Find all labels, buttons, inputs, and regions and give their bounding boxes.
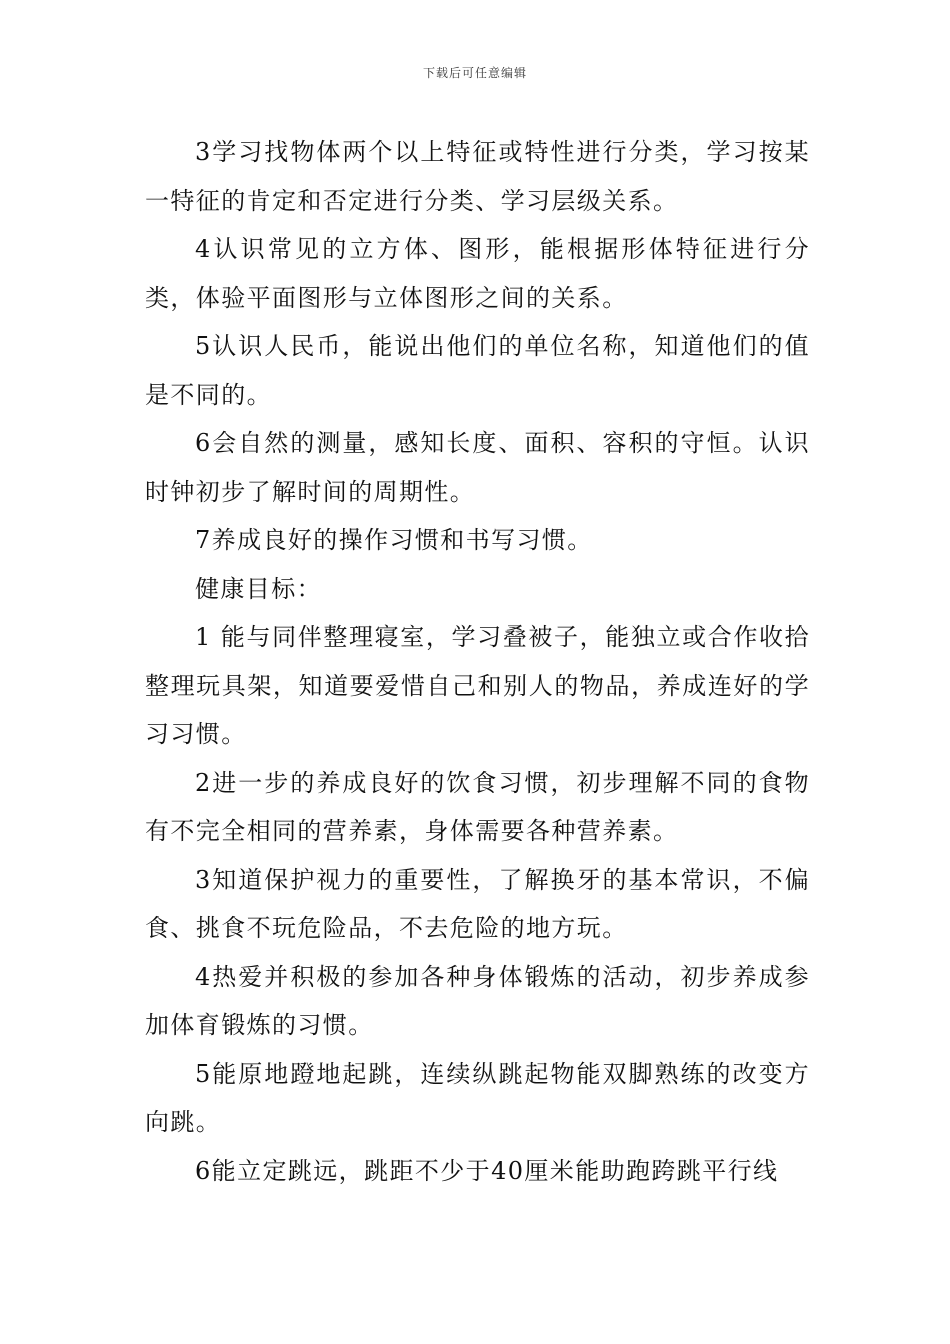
document-body: [145, 128, 810, 1195]
paragraph-math-goal-4: 4认识常见的立方体、图形，能根据形体特征进行分类，体验平面图形与立体图形之间的关系。: [145, 235, 810, 312]
paragraph-health-goal-1: 1 能与同伴整理寝室，学习叠被子，能独立或合作收拾整理玩具架，知道要爱惜自己和别人的物品，养成连好的学习习惯。: [145, 623, 810, 748]
paragraph-health-goal-3: 3知道保护视力的重要性，了解换牙的基本常识，不偏食、挑食不玩危险品，不去危险的地方玩。: [145, 865, 810, 942]
paragraph-math-goal-6: 6会自然的测量，感知长度、面积、容积的守恒。认识时钟初步了解时间的周期性。: [145, 429, 810, 506]
section-heading-health-goals: 健康目标：: [195, 574, 322, 603]
paragraph-math-goal-7: 7养成良好的操作习惯和书写习惯。: [195, 526, 593, 554]
paragraph-health-goal-2: 2进一步的养成良好的饮食习惯，初步理解不同的食物有不完全相同的营养素，身体需要各种营养素。: [145, 768, 810, 845]
paragraph-math-goal-5: 5认识人民币，能说出他们的单位名称，知道他们的值是不同的。: [145, 332, 810, 409]
paragraph-health-goal-5: 5能原地蹬地起跳，连续纵跳起物能双脚熟练的改变方向跳。: [145, 1059, 810, 1136]
paragraph-math-goal-3: 3学习找物体两个以上特征或特性进行分类，学习按某一特征的肯定和否定进行分类、学习层级关系。: [145, 138, 810, 215]
paragraph-health-goal-4: 4热爱并积极的参加各种身体锻炼的活动，初步养成参加体育锻炼的习惯。: [145, 962, 810, 1039]
paragraph-health-goal-6: 6能立定跳远，跳距不少于40厘米能助跑跨跳平行线: [195, 1156, 779, 1185]
page-header-note: 下载后可任意编辑: [422, 66, 527, 80]
